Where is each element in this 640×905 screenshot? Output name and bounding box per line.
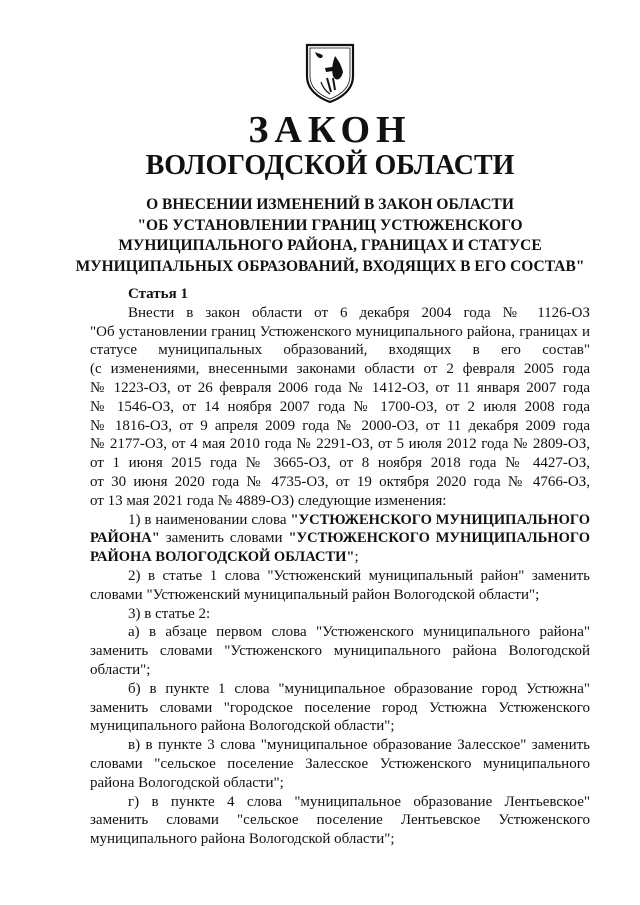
body-line: № 1223-ОЗ, от 26 февраля 2006 года № 1412-ОЗ, от 11 января 2007 года [90,379,590,396]
item-1-old-title-end: РАЙОНА" [90,530,160,547]
body-line: от 30 июня 2020 года № 4735-ОЗ, от 19 октября 2020 года № 4766-ОЗ, [90,473,590,490]
sub-g-line: г) в пункте 4 слова "муниципальное образование Лентьевское" [128,793,590,810]
body-line: № 1546-ОЗ, от 14 ноября 2007 года № 1700-ОЗ, от 2 июля 2008 года [90,398,590,415]
item-1-new-title: "УСТЮЖЕНСКОГО МУНИЦИПАЛЬНОГО [288,530,590,547]
law-subtitle [60,195,600,277]
item-1-line [90,511,590,530]
subtitle-line: О ВНЕСЕНИИ ИЗМЕНЕНИЙ В ЗАКОН ОБЛАСТИ [146,196,514,213]
sub-b-line: заменить словами "городское поселение город Устюжна Устюженского [90,699,590,716]
item-2-line: словами "Устюженский муниципальный район Вологодской области"; [90,586,540,603]
item-1-end: ; [354,549,359,566]
document-title: ЗАКОН [248,109,412,151]
body-line: статусе муниципальных образований, входящих в его состав" [90,342,590,359]
item-1-line [90,548,590,567]
sub-a-line: области"; [90,661,151,678]
sub-g-line: муниципального района Вологодской области"; [90,831,395,848]
article-heading: Статья 1 [128,286,188,302]
body-line: от 1 июня 2015 года № 3665-ОЗ, от 8 ноября 2018 года № 4427-ОЗ, [90,455,590,472]
sub-a-line: заменить словами "Устюженского муниципального района Вологодской [90,643,590,660]
body-line: № 1816-ОЗ, от 9 апреля 2009 года № 2000-ОЗ, от 11 декабря 2009 года [90,417,590,434]
item-1-text: заменить словами [159,530,289,547]
sub-v-line: словами "сельское поселение Залесское Устюженского муниципального [90,755,590,772]
item-1-line [90,529,590,548]
article-body [90,285,590,849]
body-line: "Об установлении границ Устюженского муниципального района, границах и [90,323,590,340]
subtitle-line: "ОБ УСТАНОВЛЕНИИ ГРАНИЦ УСТЮЖЕНСКОГО [137,216,523,234]
item-1-old-title: "УСТЮЖЕНСКОГО МУНИЦИПАЛЬНОГО [290,511,591,528]
item-1-text: 1) в наименовании слова [128,511,291,528]
item-3-line: 3) в статье 2: [128,605,211,622]
sub-g-line: заменить словами "сельское поселение Лентьевское Устюженского [90,812,590,829]
sub-a-line: а) в абзаце первом слова "Устюженского муниципального района" [128,624,590,641]
subtitle-line: МУНИЦИПАЛЬНОГО РАЙОНА, ГРАНИЦАХ И СТАТУСЕ [118,237,542,254]
body-line: № 2177-ОЗ, от 4 мая 2010 года № 2291-ОЗ, от 5 июля 2012 года № 2809-ОЗ, [90,436,590,453]
item-2-line: 2) в статье 1 слова "Устюженский муниципальный район" заменить [128,567,590,584]
sub-v-line: района Вологодской области"; [90,774,284,791]
sub-v-line: в) в пункте 3 слова "муниципальное образование Залесское" заменить [128,737,590,754]
vologda-coat-of-arms-icon [303,42,357,104]
body-line: (с изменениями, внесенными законами области от 2 февраля 2005 года [90,361,590,378]
subtitle-line: МУНИЦИПАЛЬНЫХ ОБРАЗОВАНИЙ, ВХОДЯЩИХ В ЕГО СОСТАВ" [75,257,585,275]
document-issuer: ВОЛОГОДСКОЙ ОБЛАСТИ [145,150,515,181]
sub-b-line: б) в пункте 1 слова "муниципальное образование город Устюжна" [128,680,590,697]
item-1-new-title-end: РАЙОНА ВОЛОГОДСКОЙ ОБЛАСТИ" [90,549,355,566]
body-line: от 13 мая 2021 года № 4889-ОЗ) следующие изменения: [90,492,447,509]
body-line: Внести в закон области от 6 декабря 2004 года № 1126-ОЗ [128,304,590,321]
sub-b-line: муниципального района Вологодской области"; [90,718,395,735]
